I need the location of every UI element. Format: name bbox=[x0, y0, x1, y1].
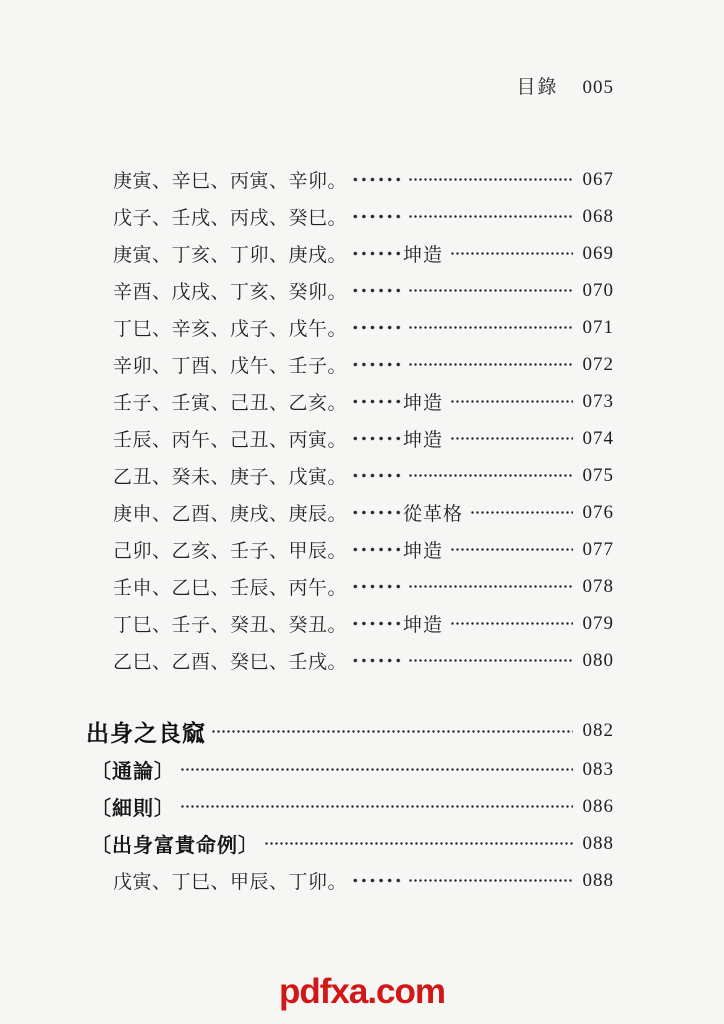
coarse-dots-leader bbox=[349, 651, 401, 670]
toc-section-list bbox=[86, 711, 614, 899]
dotted-leader bbox=[449, 392, 573, 411]
dotted-leader bbox=[210, 722, 573, 741]
toc-page-number: 079 bbox=[582, 612, 614, 634]
coarse-dots-leader bbox=[349, 577, 401, 596]
toc-row-text: 壬辰、丙午、己丑、丙寅。 bbox=[113, 430, 348, 451]
dotted-leader bbox=[469, 503, 573, 522]
dotted-leader bbox=[449, 614, 573, 633]
toc-page-number: 082 bbox=[582, 720, 614, 741]
toc-page-number: 067 bbox=[582, 168, 614, 190]
dotted-leader bbox=[407, 318, 573, 337]
toc-row bbox=[86, 272, 614, 309]
header-folio-number: 005 bbox=[582, 77, 614, 98]
toc-page-number: 080 bbox=[582, 649, 614, 671]
dotted-leader bbox=[449, 540, 573, 559]
dotted-leader bbox=[179, 760, 573, 779]
toc-row-label: 從革格 bbox=[403, 504, 464, 525]
dotted-leader bbox=[407, 170, 573, 189]
coarse-dots-leader bbox=[349, 207, 401, 226]
toc-row-label: 坤造 bbox=[403, 245, 444, 266]
coarse-dots-leader bbox=[349, 503, 401, 522]
toc-page-number: 075 bbox=[582, 464, 614, 486]
coarse-dots-leader bbox=[349, 429, 401, 448]
coarse-dots-leader bbox=[349, 355, 401, 374]
toc-page-number: 069 bbox=[582, 242, 614, 264]
toc-row-text: 〔細則〕 bbox=[91, 798, 175, 820]
toc-row bbox=[86, 457, 614, 494]
dotted-leader bbox=[179, 797, 573, 816]
toc-row-text: 壬申、乙巳、壬辰、丙午。 bbox=[113, 578, 348, 599]
toc-row bbox=[86, 825, 614, 862]
toc-row-text: 出身之良窳 bbox=[86, 719, 206, 746]
toc-page-number: 071 bbox=[582, 316, 614, 338]
toc-row-text: 己卯、乙亥、壬子、甲辰。 bbox=[113, 541, 348, 562]
toc-row bbox=[86, 198, 614, 235]
toc-row-text: 庚申、乙酉、庚戌、庚辰。 bbox=[113, 504, 348, 525]
coarse-dots-leader bbox=[349, 392, 401, 411]
toc-page-number: 070 bbox=[582, 279, 614, 301]
coarse-dots-leader bbox=[349, 318, 401, 337]
toc-row bbox=[86, 346, 614, 383]
toc-row-text: 乙丑、癸未、庚子、戊寅。 bbox=[113, 467, 348, 488]
toc-row-label: 坤造 bbox=[403, 393, 444, 414]
toc-row bbox=[86, 605, 614, 642]
coarse-dots-leader bbox=[349, 466, 401, 485]
coarse-dots-leader bbox=[349, 170, 401, 189]
coarse-dots-leader bbox=[349, 871, 401, 890]
toc-page-number: 073 bbox=[582, 390, 614, 412]
watermark-text: pdfxa.com bbox=[278, 972, 446, 1011]
dotted-leader bbox=[407, 466, 573, 485]
toc-row bbox=[86, 568, 614, 605]
toc-row-text: 乙巳、乙酉、癸巳、壬戌。 bbox=[113, 652, 348, 673]
dotted-leader bbox=[263, 834, 573, 853]
toc-row-text: 庚寅、丁亥、丁卯、庚戌。 bbox=[113, 245, 348, 266]
toc-page-number: 083 bbox=[582, 758, 614, 780]
toc-page-number: 086 bbox=[582, 795, 614, 817]
toc-row-label: 坤造 bbox=[403, 541, 444, 562]
toc-row bbox=[86, 531, 614, 568]
toc-row bbox=[86, 862, 614, 899]
dotted-leader bbox=[407, 651, 573, 670]
toc-page-number: 088 bbox=[582, 869, 614, 891]
toc-row-text: 辛卯、丁酉、戊午、壬子。 bbox=[113, 356, 348, 377]
coarse-dots-leader bbox=[349, 540, 401, 559]
dotted-leader bbox=[449, 244, 573, 263]
coarse-dots-leader bbox=[349, 244, 401, 263]
dotted-leader bbox=[407, 577, 573, 596]
toc-page-number: 074 bbox=[582, 427, 614, 449]
toc-row bbox=[86, 711, 614, 751]
toc-row bbox=[86, 383, 614, 420]
toc-page-number: 077 bbox=[582, 538, 614, 560]
toc-row bbox=[86, 642, 614, 679]
toc-row-text: 壬子、壬寅、己丑、乙亥。 bbox=[113, 393, 348, 414]
toc-row-text: 戊子、壬戌、丙戌、癸巳。 bbox=[113, 208, 348, 229]
dotted-leader bbox=[407, 871, 573, 890]
dotted-leader bbox=[407, 355, 573, 374]
toc-row-label: 坤造 bbox=[403, 615, 444, 636]
toc-row-text: 丁巳、壬子、癸丑、癸丑。 bbox=[113, 615, 348, 636]
toc-page-number: 076 bbox=[582, 501, 614, 523]
toc-row bbox=[86, 309, 614, 346]
toc-row bbox=[86, 420, 614, 457]
toc-row-text: 庚寅、辛巳、丙寅、辛卯。 bbox=[113, 171, 348, 192]
toc-page-number: 068 bbox=[582, 205, 614, 227]
toc-row-text: 丁巳、辛亥、戊子、戊午。 bbox=[113, 319, 348, 340]
toc-page-number: 072 bbox=[582, 353, 614, 375]
toc-row bbox=[86, 494, 614, 531]
dotted-leader bbox=[407, 207, 573, 226]
toc-row-text: 〔通論〕 bbox=[91, 761, 175, 783]
toc-page-number: 078 bbox=[582, 575, 614, 597]
toc-page-number: 088 bbox=[582, 832, 614, 854]
toc-row bbox=[86, 788, 614, 825]
toc-row-text: 戊寅、丁巳、甲辰、丁卯。 bbox=[113, 872, 348, 893]
coarse-dots-leader bbox=[349, 614, 401, 633]
toc-row bbox=[86, 235, 614, 272]
toc-row bbox=[86, 161, 614, 198]
header-title: 目錄 bbox=[516, 77, 559, 98]
dotted-leader bbox=[407, 281, 573, 300]
page-header bbox=[86, 72, 614, 99]
toc-row-text: 〔出身富貴命例〕 bbox=[91, 835, 259, 857]
toc-row bbox=[86, 751, 614, 788]
dotted-leader bbox=[449, 429, 573, 448]
coarse-dots-leader bbox=[349, 281, 401, 300]
toc-row-label: 坤造 bbox=[403, 430, 444, 451]
toc-entry-list bbox=[86, 161, 614, 679]
toc-row-text: 辛酉、戊戌、丁亥、癸卯。 bbox=[113, 282, 348, 303]
